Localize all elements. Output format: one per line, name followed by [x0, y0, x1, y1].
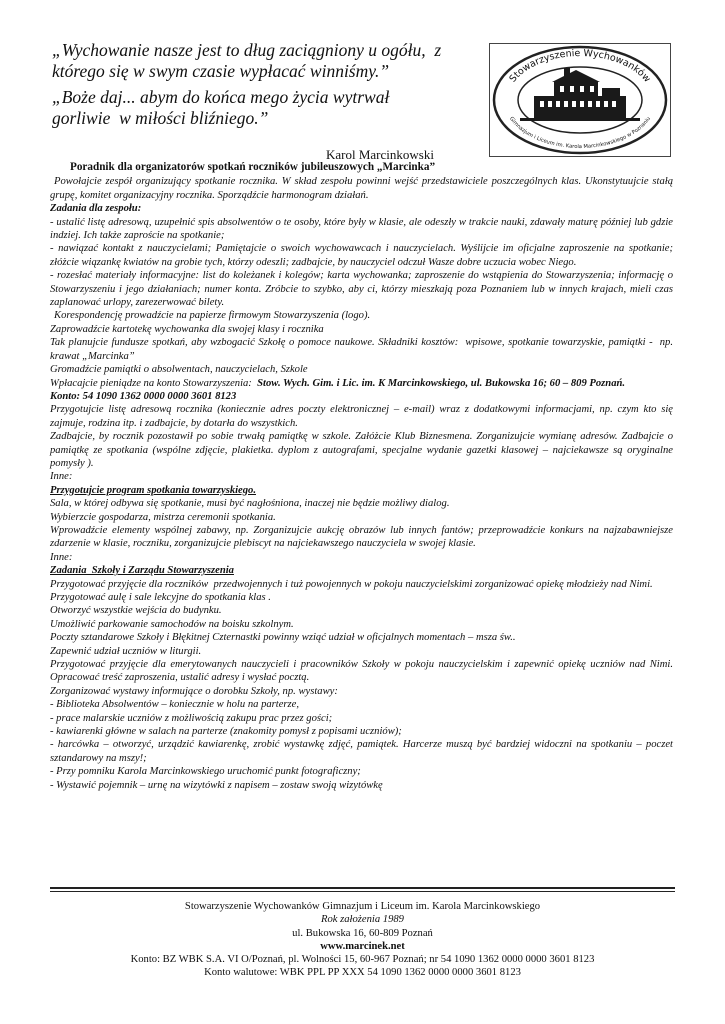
guide-paragraph	[50, 377, 673, 390]
quote-author: Karol Marcinkowski	[326, 147, 434, 162]
motto-quote-2: „Boże daj... abym do końca mego życia wytrwał gorliwie w miłości bliźniego.”	[52, 87, 390, 128]
guide-paragraph-text: - ustalić listę adresową, uzupełnić spis absolwentów o te osoby, które były w klasie, ale odeszły w trakcie nauki, zdawały maturę później lub gdzie indziej. Ich także zaproście na spotkanie;	[50, 216, 673, 242]
guide-paragraph-text: Tak planujcie fundusze spotkań, aby wzbogacić Szkołę o pomoce naukowe. Składniki kosztów: wpisowe, spotkanie towarzyskie, pamiątki - np. krawat „Marcinka”	[50, 337, 673, 362]
motto-quote-1: „Wychowanie nasze jest to dług zaciągniony u ogółu, z którego się w swym czasie wypłacać winniśmy.”	[52, 40, 442, 81]
guide-paragraph	[50, 403, 673, 430]
guide-paragraph	[50, 564, 673, 577]
guide-paragraph-text: Gromadźcie pamiątki o absolwentach, nauczycielach, Szkole	[50, 364, 308, 376]
guide-paragraph	[50, 390, 673, 403]
guide-paragraph	[50, 738, 673, 765]
guide-paragraph	[50, 216, 673, 243]
guide-paragraph-text: Zadania dla zespołu:	[50, 203, 142, 215]
guide-paragraph	[50, 269, 673, 309]
footer-address: ul. Bukowska 16, 60-809 Poznań	[292, 927, 433, 939]
guide-paragraph	[50, 242, 673, 269]
guide-paragraph	[50, 484, 673, 497]
guide-paragraph	[50, 604, 673, 617]
guide-paragraph-text: Sala, w której odbywa się spotkanie, musi być nagłośniona, inaczej nie będzie możliwy dialog.	[50, 498, 450, 510]
guide-paragraph	[50, 631, 673, 644]
guide-paragraph-text: Umożliwić parkowanie samochodów na boisku szkolnym.	[50, 618, 294, 630]
guide-paragraph-text: - Przy pomniku Karola Marcinkowskiego uruchomić punkt fotograficzny;	[50, 766, 361, 778]
guide-paragraph-text: Wprowadźcie elementy wspólnej zabawy, np. Zorganizujcie aukcję obrazów lub innych fantów; przeprowadźcie konkurs na najzabawniejsze zdarzenie w klasie, roczniku, zorganizujcie plebiscyt na najciekawszego nauczyciela w swojej klasie.	[50, 524, 673, 550]
guide-paragraph	[50, 685, 673, 698]
guide-paragraph	[50, 618, 673, 631]
guide-paragraph	[50, 712, 673, 725]
guide-paragraph-text: Poczty sztandarowe Szkoły i Błękitnej Czternastki powinny wziąć udział w oficjalnych momentach – msza św..	[50, 632, 516, 644]
guide-paragraphs	[50, 175, 673, 792]
footer-website-link[interactable]: www.marcinek.net	[320, 940, 405, 952]
guide-paragraph-text: Zadbajcie, by rocznik pozostawił po sobie trwałą pamiątkę w szkole. Załóżcie Klub Biznesmena. Zorganizujcie wymianę adresów. Zadbajcie o pamiątkę ze spotkania (wspólne zdjęcie, plakietka. dyplom z autografami, specjalne wydanie gazetki klasowej – najciekawsze są oryginalne pomysły ).	[50, 431, 673, 469]
guide-paragraph	[50, 175, 673, 202]
guide-paragraph	[50, 336, 673, 363]
guide-paragraph-text: - prace malarskie uczniów z możliwością zakupu prac przez gości;	[50, 712, 333, 724]
association-logo	[489, 43, 671, 157]
guide-paragraph-text: Zapewnić udział uczniów w liturgii.	[50, 645, 202, 657]
guide-paragraph	[50, 698, 673, 711]
guide-paragraph	[50, 578, 673, 591]
guide-paragraph-text: Otworzyć wszystkie wejścia do budynku.	[50, 605, 222, 617]
footer-divider-thick	[50, 887, 675, 889]
guide-paragraph-text: Powołajcie zespół organizujący spotkanie rocznika. W skład zespołu powinni wejść przedstawiciele poszczególnych klas. Ukonstytuujcie stałą grupę, komitet organizacyjny rocznika. Sporządźcie harmonogram działań.	[50, 176, 673, 201]
guide-paragraph-text: Przygotujcie listę adresową rocznika (koniecznie adres poczty elektronicznej – e-mail) wraz z dodatkowymi informacjami, np. czym kto się zajmuje, rodzina itp. i zadbajcie, by dotarła do wszystkich.	[50, 404, 673, 429]
motto-quotes	[52, 40, 462, 134]
guide-paragraph-text: Konto: 54 1090 1362 0000 0000 3601 8123	[50, 390, 237, 402]
guide-paragraph-text: Zorganizować wystawy informujące o dorobku Szkoły, np. wystawy:	[50, 685, 338, 697]
guide-paragraph-text: Przygotować aulę i sale lekcyjne do spotkania klas .	[50, 592, 271, 603]
guide-paragraph	[50, 497, 673, 510]
guide-paragraph-text: - Wystawić pojemnik – urnę na wizytówki z napisem – zostaw swoją wizytówkę	[50, 779, 383, 791]
guide-paragraph	[50, 470, 673, 483]
guide-paragraph-text: Wpłacajcie pieniądze na konto Stowarzyszenia:	[50, 377, 252, 389]
guide-paragraph-text: Inne:	[50, 471, 73, 483]
guide-paragraph-text: Zaprowadźcie kartotekę wychowanka dla swojej klasy i rocznika	[50, 323, 324, 335]
footer-foreign-account: Konto walutowe: WBK PPL PP XXX 54 1090 1362 0000 0000 3601 8123	[204, 967, 521, 979]
guide-content	[50, 161, 673, 792]
logo-ring-top: Stowarzyszenie Wychowanków	[507, 47, 653, 85]
guide-paragraph-text: Zadania Szkoły i Zarządu Stowarzyszenia	[50, 565, 234, 577]
footer-divider-thin	[50, 891, 675, 892]
guide-paragraph-text: Korespondencję prowadźcie na papierze firmowym Stowarzyszenia (logo).	[54, 310, 371, 322]
bank-account-holder: Stow. Wych. Gim. i Lic. im. K Marcinkowskiego, ul. Bukowska 16; 60 – 809 Poznań.	[251, 377, 626, 389]
guide-paragraph	[50, 430, 673, 470]
guide-paragraph-text: Przygotujcie program spotkania towarzyskiego.	[50, 484, 256, 496]
guide-paragraph-text: - Biblioteka Absolwentów – koniecznie w holu na parterze,	[50, 699, 300, 711]
guide-paragraph	[50, 202, 673, 215]
guide-paragraph	[50, 323, 673, 336]
guide-paragraph-text: - nawiązać kontakt z nauczycielami; Pamiętajcie o swoich wychowawcach i nauczycielach. Wyślijcie im oficjalne zaproszenie na spotkanie; złóżcie wiązankę kwiatów na grobie tych, którzy odeszli; zadbajcie, by nauczyciel odczuł Wasze dobre uczucia wobec Niego.	[50, 243, 673, 268]
guide-paragraph	[50, 511, 673, 524]
footer	[50, 900, 675, 980]
guide-paragraph-text: - harcówka – otworzyć, urządzić kawiarenkę, zrobić wystawkę zdjęć, pamiątek. Harcerze muszą być bardziej widoczni na spotkaniu – poczet sztandarowy na mszy!;	[50, 739, 673, 764]
guide-paragraph	[50, 645, 673, 658]
guide-title: Poradnik dla organizatorów spotkań roczników jubileuszowych „Marcinka”	[70, 161, 436, 173]
guide-paragraph	[50, 658, 673, 685]
guide-paragraph	[50, 779, 673, 792]
guide-paragraph-text: - rozesłać materiały informacyjne: list do koleżanek i kolegów; karta wychowanka; zaproszenie do wstąpienia do Stowarzyszenia; informację o Stowarzyszeniu i jego działaniach; numer konta. Zróbcie to szybko, aby ci, którzy mieszkają poza Poznaniem lub w innych krajach, mieli czas zaplanować urlopy, zarezerwować bilety.	[50, 270, 673, 309]
footer-organization: Stowarzyszenie Wychowanków Gimnazjum i Liceum im. Karola Marcinkowskiego	[184, 901, 541, 912]
guide-paragraph-text: - kawiarenki główne w salach na parterze (znakomity pomysł z popisami uczniów);	[50, 726, 402, 738]
logo-ring-bottom: Gimnazjum i Liceum im. Karola Marcinkowskiego w Poznaniu	[508, 115, 652, 151]
guide-paragraph-text: Wybierzcie gospodarza, mistrza ceremonii spotkania.	[50, 511, 276, 523]
guide-paragraph	[50, 765, 673, 778]
guide-paragraph-text: Przygotować przyjęcie dla roczników przedwojennych i tuż powojennych w pokoju nauczycielskimi zorganizować opiekę młodzieży nad Nimi.	[50, 578, 653, 590]
guide-paragraph	[50, 551, 673, 564]
footer-founded: Rok założenia 1989	[321, 914, 404, 926]
guide-paragraph-text: Inne:	[50, 551, 73, 563]
guide-paragraph	[50, 725, 673, 738]
guide-paragraph	[50, 309, 673, 322]
guide-paragraph	[50, 363, 673, 376]
guide-paragraph	[50, 591, 673, 604]
guide-paragraph-text: Przygotować przyjęcie dla emerytowanych nauczycieli i pracowników Szkoły w pokoju nauczycielskim i zapewnić opiekę uczniów nad Nimi. Opracować treść zaproszenia, ustalić adresy i wysłać pocztą.	[50, 659, 673, 684]
association-seal-icon	[490, 44, 670, 156]
guide-paragraph	[50, 524, 673, 551]
footer-bank-account: Konto: BZ WBK S.A. VI O/Poznań, pl. Wolności 15, 60-967 Poznań; nr 54 1090 1362 0000 0000 3601 8123	[130, 954, 595, 966]
